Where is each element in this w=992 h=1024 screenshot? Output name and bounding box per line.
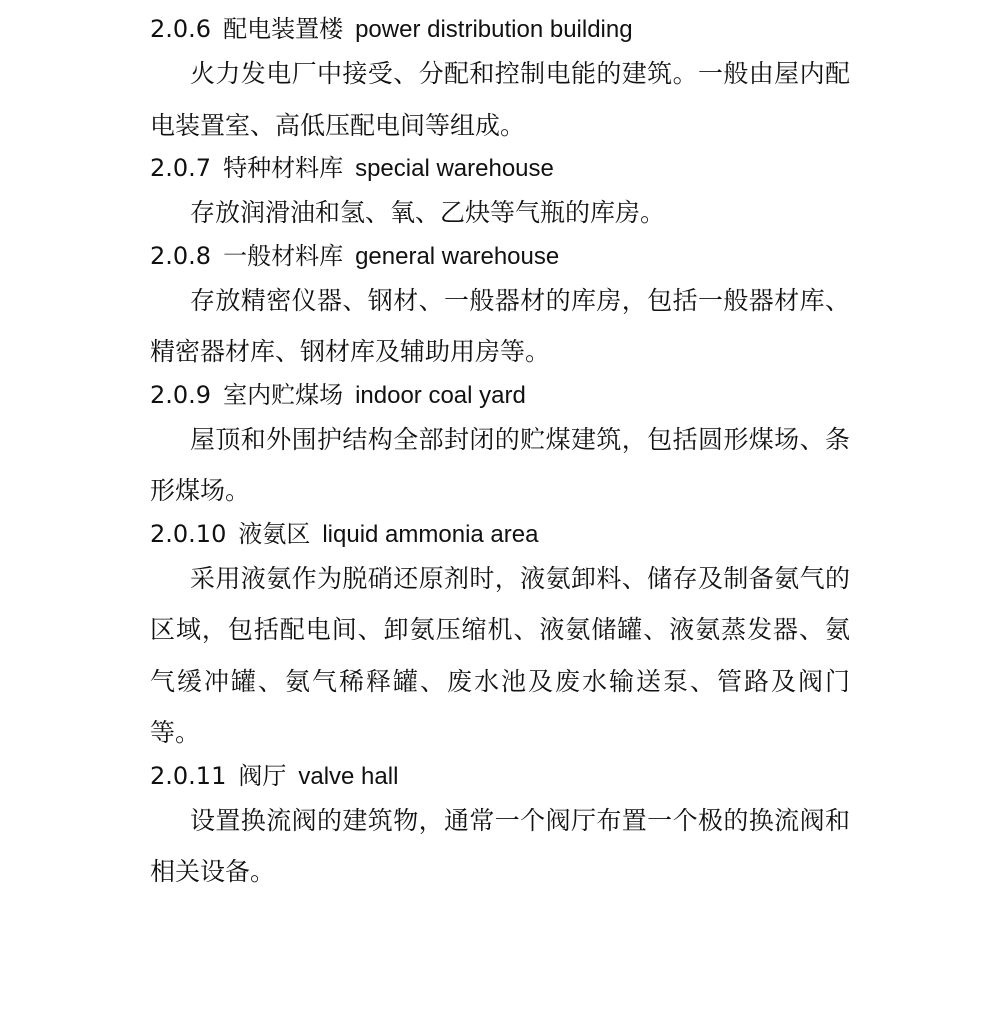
definition-line: 条形煤场。 <box>150 424 850 505</box>
term-number: 2.0.7 <box>150 154 212 182</box>
term-english: valve hall <box>298 762 399 790</box>
term-number: 2.0.6 <box>150 15 212 43</box>
term-heading <box>150 151 850 187</box>
term-chinese: 室内贮煤场 <box>223 380 344 409</box>
term-number: 2.0.9 <box>150 380 212 409</box>
term-english: special warehouse <box>355 155 554 182</box>
definition-line: 采用液氨作为脱硝还原剂时，液氨卸料、储存及制备氨气 <box>190 563 825 593</box>
term-heading <box>150 378 850 414</box>
term-number: 2.0.11 <box>150 761 227 790</box>
definition-line: 和相关设备。 <box>150 805 850 886</box>
term-number: 2.0.8 <box>150 241 212 270</box>
definition-line: 门等。 <box>150 666 850 747</box>
document-page <box>150 12 850 898</box>
term-definition <box>150 48 850 151</box>
term-chinese: 阀厅 <box>238 761 287 790</box>
definition-line: 的区域，包括配电间、卸氨压缩机、液氨储罐、液氨蒸发器、 <box>150 563 850 644</box>
term-english: liquid ammonia area <box>322 520 539 548</box>
term-number: 2.0.10 <box>150 519 227 548</box>
term-english: general warehouse <box>355 242 560 270</box>
term-chinese: 一般材料库 <box>223 241 344 270</box>
definition-line: 存放精密仪器、钢材、一般器材的库房，包括一般器材库、 <box>190 285 850 315</box>
definition-line: 屋顶和外围护结构全部封闭的贮煤建筑，包括圆形煤场、 <box>190 424 825 454</box>
definition-line: 配电装置室、高低压配电间等组成。 <box>150 59 850 140</box>
term-chinese: 液氨区 <box>238 519 311 548</box>
definition-line: 存放润滑油和氢、氧、乙炔等气瓶的库房。 <box>190 198 666 227</box>
definition-line: 精密器材库、钢材库及辅助用房等。 <box>150 337 551 366</box>
definition-line: 设置换流阀的建筑物，通常一个阀厅布置一个极的换流阀 <box>190 805 825 835</box>
term-english: indoor coal yard <box>355 381 526 409</box>
definition-line: 氨气缓冲罐、氨气稀释罐、废水池及废水输送泵、管路及阀 <box>150 615 850 696</box>
term-definition <box>150 553 850 759</box>
term-definition <box>150 795 850 898</box>
term-chinese: 特种材料库 <box>223 154 344 182</box>
term-heading <box>150 239 850 275</box>
term-heading <box>150 517 850 553</box>
term-heading <box>150 759 850 795</box>
term-definition <box>150 275 850 378</box>
term-definition <box>150 414 850 517</box>
definition-line: 火力发电厂中接受、分配和控制电能的建筑。一般由屋内 <box>190 59 825 88</box>
term-chinese: 配电装置楼 <box>223 15 344 43</box>
term-definition <box>150 187 850 239</box>
term-heading <box>150 12 850 48</box>
term-english: power distribution building <box>355 16 633 43</box>
